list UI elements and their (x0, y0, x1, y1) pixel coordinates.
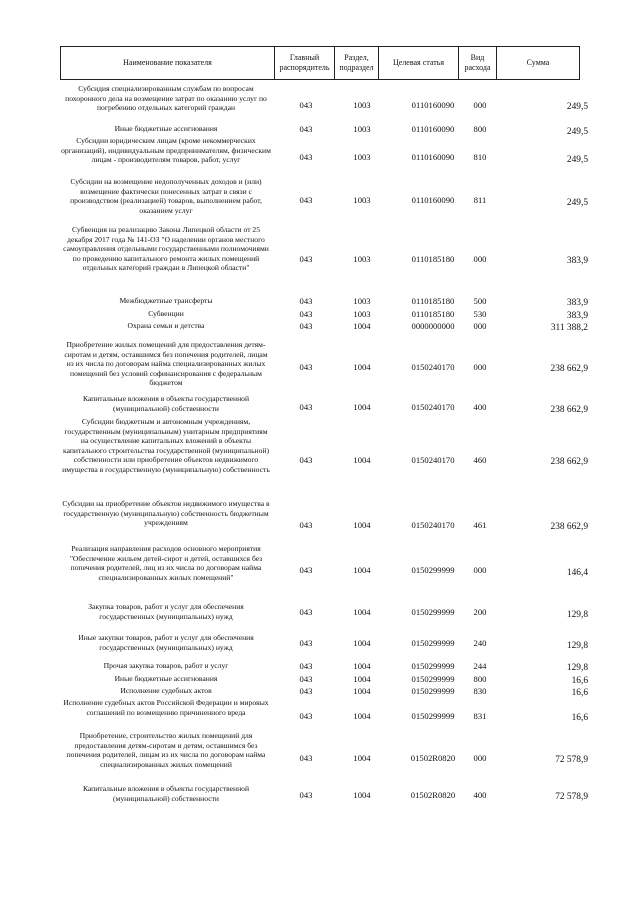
row-csr: 0150299999 (411, 661, 455, 671)
row-vr: 000 (473, 254, 487, 264)
row-rzpr: 1004 (353, 455, 371, 465)
row-csr: 01502R0820 (410, 790, 456, 800)
row-sum: 72 578,9 (555, 792, 588, 802)
row-grbs: 043 (299, 661, 313, 671)
row-grbs: 043 (299, 100, 313, 110)
row-vr: 200 (473, 607, 487, 617)
row-sum: 249,5 (566, 155, 588, 165)
row-csr: 0150299999 (411, 686, 455, 696)
row-sum: 129,8 (566, 641, 588, 651)
row-csr: 0000000000 (411, 321, 455, 331)
row-sum: 72 578,9 (555, 755, 588, 765)
row-name: Приобретение жилых помещений для предоставления детям-сиротам и детям, оставшимся без попечения родителей, лицам из их числа по договорам найма специализированных жилых помещений без условий софинансирования с федеральным бюджетом (64, 340, 268, 388)
row-name: Субсидии на приобретение объектов недвижимого имущества в государственную (муниципальную) собственность бюджетным учреждениям (62, 499, 270, 528)
row-csr: 0110160090 (411, 124, 455, 134)
row-name: Иные бюджетные ассигнования (114, 674, 218, 683)
row-name: Прочая закупка товаров, работ и услуг (103, 661, 229, 670)
row-name: Субсидия специализированным службам по вопросам похоронного дела на возмещение затрат по оказанию услуг по погребению отдельных категорий граждан (65, 84, 267, 113)
row-rzpr: 1004 (353, 674, 371, 684)
row-name: Субвенции (148, 309, 184, 318)
row-name: Закупка товаров, работ и услуг для обеспечения государственных (муниципальных) нужд (88, 602, 244, 621)
row-grbs: 043 (299, 296, 313, 306)
row-sum: 238 662,9 (550, 364, 588, 374)
row-sum: 383,9 (566, 311, 588, 321)
row-sum: 249,5 (566, 127, 588, 137)
row-rzpr: 1003 (353, 100, 371, 110)
row-csr: 0150299999 (411, 607, 455, 617)
row-vr: 811 (473, 195, 487, 205)
row-csr: 0110185180 (411, 309, 455, 319)
row-rzpr: 1003 (353, 254, 371, 264)
row-rzpr: 1003 (353, 124, 371, 134)
row-sum: 238 662,9 (550, 405, 588, 415)
row-vr: 810 (473, 152, 487, 162)
row-csr: 0110185180 (411, 296, 455, 306)
row-csr: 0150299999 (411, 565, 455, 575)
row-csr: 0150299999 (411, 638, 455, 648)
row-sum: 383,9 (566, 298, 588, 308)
row-vr: 244 (473, 661, 487, 671)
row-grbs: 043 (299, 455, 313, 465)
row-rzpr: 1003 (353, 296, 371, 306)
row-sum: 249,5 (566, 198, 588, 208)
row-vr: 000 (473, 362, 487, 372)
row-rzpr: 1004 (353, 402, 371, 412)
row-sum: 16,6 (571, 688, 588, 698)
row-name: Охрана семьи и детства (127, 321, 205, 330)
row-csr: 0150299999 (411, 711, 455, 721)
row-vr: 830 (473, 686, 487, 696)
header-name (60, 46, 274, 80)
header-rzpr (334, 46, 378, 80)
row-rzpr: 1004 (353, 520, 371, 530)
row-name: Исполнение судебных актов (120, 686, 212, 695)
row-grbs: 043 (299, 321, 313, 331)
header-csr (378, 46, 458, 80)
row-name: Субвенция на реализацию Закона Липецкой области от 25 декабря 2017 года № 141-ОЗ "О наделении органов местного самоуправления отдельными государственными полномочиями по проведению капитального ремонта жилых помещений отдельных категорий граждан в Липецкой области" (63, 225, 269, 273)
row-grbs: 043 (299, 195, 313, 205)
row-rzpr: 1004 (353, 362, 371, 372)
row-sum: 16,6 (571, 676, 588, 686)
row-sum: 383,9 (566, 256, 588, 266)
row-name: Капитальные вложения в объекты государственной (муниципальной) собственности (82, 784, 250, 803)
row-csr: 0150240170 (411, 455, 455, 465)
row-vr: 000 (473, 753, 487, 763)
row-vr: 400 (473, 790, 487, 800)
row-vr: 831 (473, 711, 487, 721)
header-rzpr-label: Раздел, подраздел (339, 53, 374, 72)
row-vr: 800 (473, 674, 487, 684)
row-csr: 0150240170 (411, 362, 455, 372)
row-rzpr: 1004 (353, 790, 371, 800)
row-rzpr: 1003 (353, 195, 371, 205)
row-csr: 0150240170 (411, 402, 455, 412)
row-vr: 400 (473, 402, 487, 412)
row-rzpr: 1004 (353, 711, 371, 721)
row-name: Иные закупки товаров, работ и услуг для обеспечения государственных (муниципальных) нужд (78, 633, 254, 652)
row-sum: 16,6 (571, 713, 588, 723)
row-rzpr: 1003 (353, 152, 371, 162)
row-name: Исполнение судебных актов Российской Федерации и мировых соглашений по возмещению причиненного вреда (63, 698, 269, 717)
row-rzpr: 1004 (353, 565, 371, 575)
row-name: Субсидии бюджетным и автономным учреждениям, государственным (муниципальным) унитарным предприятиям на осуществление капитальных вложений в объекты капитального строительства государственной (муниципальной) собственности или приобретение объектов недвижимого имущества в государственную (муниципальную) собственность (62, 417, 270, 474)
row-grbs: 043 (299, 711, 313, 721)
row-sum: 129,8 (566, 663, 588, 673)
header-name-label: Наименование показателя (123, 58, 212, 67)
row-csr: 0150299999 (411, 674, 455, 684)
row-grbs: 043 (299, 607, 313, 617)
row-vr: 530 (473, 309, 487, 319)
row-grbs: 043 (299, 152, 313, 162)
row-grbs: 043 (299, 124, 313, 134)
row-sum: 129,8 (566, 610, 588, 620)
header-sum (496, 46, 580, 80)
row-grbs: 043 (299, 674, 313, 684)
row-grbs: 043 (299, 753, 313, 763)
row-rzpr: 1004 (353, 321, 371, 331)
header-sum-label: Сумма (526, 58, 550, 67)
row-rzpr: 1004 (353, 661, 371, 671)
header-grbs (274, 46, 334, 80)
header-grbs-label: Главный распорядитель (279, 53, 330, 72)
row-csr: 0110160090 (411, 100, 455, 110)
row-rzpr: 1003 (353, 309, 371, 319)
row-sum: 238 662,9 (550, 457, 588, 467)
row-name: Реализация направления расходов основного мероприятия "Обеспечение жильем детей-сирот и детей, оставшихся без попечения родителей, лиц из их числа по договорам найма специализированных жилых помещений" (69, 544, 263, 582)
row-vr: 240 (473, 638, 487, 648)
header-vr (458, 46, 496, 80)
row-sum: 238 662,9 (550, 522, 588, 532)
row-grbs: 043 (299, 790, 313, 800)
header-csr-label: Целевая статья (392, 58, 445, 67)
row-vr: 000 (473, 565, 487, 575)
row-vr: 461 (473, 520, 487, 530)
row-sum: 249,5 (566, 102, 588, 112)
header-vr-label: Вид расхода (464, 53, 491, 72)
row-name: Межбюджетные трансферты (119, 296, 213, 305)
row-vr: 500 (473, 296, 487, 306)
row-name: Иные бюджетные ассигнования (114, 124, 218, 133)
row-vr: 800 (473, 124, 487, 134)
row-grbs: 043 (299, 254, 313, 264)
row-rzpr: 1004 (353, 638, 371, 648)
row-rzpr: 1004 (353, 607, 371, 617)
row-grbs: 043 (299, 402, 313, 412)
row-rzpr: 1004 (353, 686, 371, 696)
row-grbs: 043 (299, 565, 313, 575)
row-grbs: 043 (299, 309, 313, 319)
row-grbs: 043 (299, 520, 313, 530)
row-name: Субсидии юридическим лицам (кроме некоммерческих организаций), индивидуальным предпринимателям, физическим лицам - производителям товаров, работ, услуг (61, 136, 271, 165)
row-vr: 000 (473, 100, 487, 110)
row-sum: 311 388,2 (550, 323, 588, 333)
row-vr: 460 (473, 455, 487, 465)
row-grbs: 043 (299, 638, 313, 648)
row-grbs: 043 (299, 362, 313, 372)
row-sum: 146,4 (566, 568, 588, 578)
row-csr: 0150240170 (411, 520, 455, 530)
row-name: Приобретение, строительство жилых помещений для предоставления детям-сиротам и детям, оставшимся без попечения родителей, лицам из их числа по договорам найма специализированных жилых помещений (66, 731, 266, 769)
row-name: Капитальные вложения в объекты государственной (муниципальной) собственности (82, 394, 250, 413)
row-name: Субсидии на возмещение недополученных доходов и (или) возмещение фактически понесенных затрат в связи с производством (реализацией) товаров, выполнением работ, оказанием услуг (70, 177, 262, 215)
row-rzpr: 1004 (353, 753, 371, 763)
row-csr: 0110160090 (411, 152, 455, 162)
row-csr: 0110160090 (411, 195, 455, 205)
row-grbs: 043 (299, 686, 313, 696)
row-vr: 000 (473, 321, 487, 331)
row-csr: 0110185180 (411, 254, 455, 264)
row-csr: 01502R0820 (410, 753, 456, 763)
